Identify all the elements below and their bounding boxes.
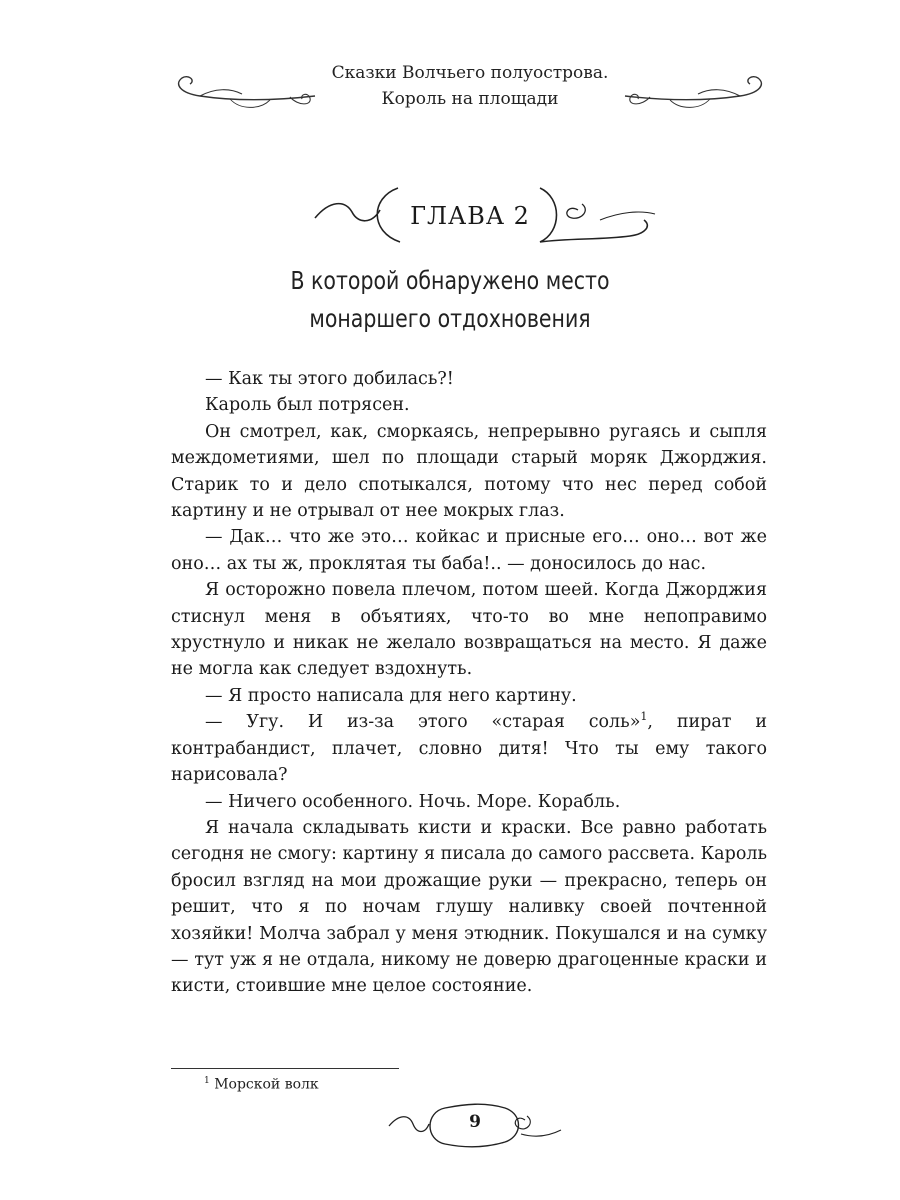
paragraph: — Ничего особенного. Ночь. Море. Корабль. bbox=[205, 791, 621, 812]
footnote-reference[interactable]: 1 bbox=[640, 710, 648, 724]
paragraph-with-footnote bbox=[171, 709, 767, 788]
paragraph: Кароль был потрясен. bbox=[205, 395, 410, 416]
page-number-ornament bbox=[385, 1100, 565, 1150]
footnote bbox=[204, 1076, 319, 1093]
paragraph: Он смотрел, как, сморкаясь, непрерывно ругаясь и сыпля междометиями, шел по площади старый моряк Джорджия. Старик то и дело спотыкался, потому что нес перед собой картину и не отрывал от нее мокрых глаз. bbox=[171, 421, 767, 522]
chapter-label: ГЛАВА 2 bbox=[410, 202, 530, 230]
paragraph: — Я просто написала для него картину. bbox=[205, 685, 577, 706]
header-line-2: Король на площади bbox=[381, 89, 559, 109]
flourish-right-icon bbox=[620, 66, 770, 116]
paragraph-text: — Угу. И из-за этого «старая соль» bbox=[205, 712, 641, 733]
chapter-subtitle bbox=[229, 262, 672, 338]
running-header-title bbox=[310, 60, 630, 112]
footnote-divider bbox=[171, 1068, 399, 1069]
paragraph: Я осторожно повела плечом, потом шеей. Когда Джорджия стиснул меня в объятиях, что-то во мне непоправимо хрустнуло и никак не желало возвращаться на место. Я даже не могла как следует вздохнуть. bbox=[171, 580, 767, 680]
footnote-text: Морской волк bbox=[214, 1076, 319, 1093]
footnote-mark: 1 bbox=[204, 1076, 210, 1086]
paragraph: — Как ты этого добилась?! bbox=[205, 369, 454, 389]
flourish-left-icon bbox=[170, 66, 320, 116]
paragraph: Я начала складывать кисти и краски. Все равно работать сегодня не смогу: картину я писала до самого рассвета. Кароль бросил взгляд на мои дрожащие руки — прекрасно, теперь он решит, что я по ночам глушу наливку своей почтенной хозяйки! Молча забрал у меня этюдник. Покушался и на сумку — тут уж я не отдала, никому не доверю драгоценные краски и кисти, стоившие мне целое состояние. bbox=[171, 817, 767, 997]
chapter-subtitle-line-1: В которой обнаружено место bbox=[290, 266, 610, 295]
chapter-subtitle-line-2: монаршего отдохновения bbox=[309, 304, 591, 333]
running-header bbox=[170, 60, 770, 130]
page-number: 9 bbox=[469, 1112, 481, 1132]
header-line-1: Сказки Волчьего полуострова. bbox=[331, 63, 609, 83]
paragraph-text: , пират и контрабандист, плачет, словно дитя! Что ты ему такого нарисовала? bbox=[171, 712, 767, 786]
paragraph: — Дак… что же это… койкас и присные его… оно… вот же оно… ах ты ж, проклятая ты баба!.. — доносилось до нас. bbox=[171, 527, 767, 574]
chapter-heading bbox=[300, 180, 670, 250]
body-text bbox=[171, 366, 767, 1000]
